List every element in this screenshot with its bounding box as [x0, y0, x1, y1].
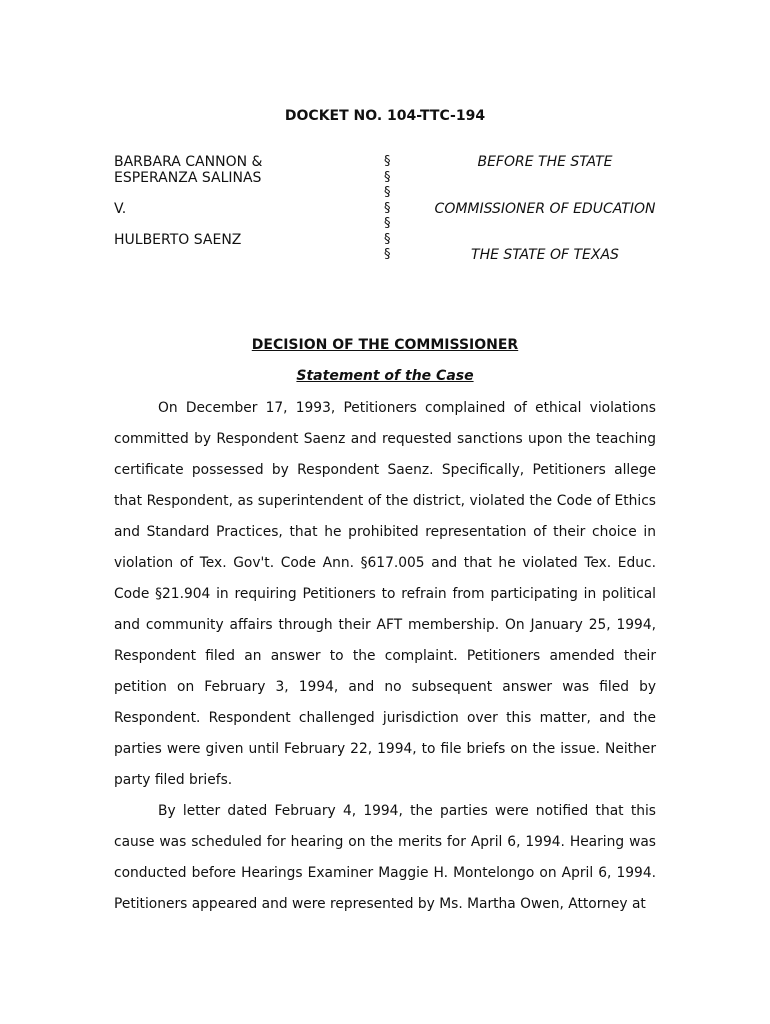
paragraph-2: By letter dated February 4, 1994, the parties were notified that this cause was scheduled for hearing on the merits for April 6, 1994. Hearing was conducted before Hearings Examiner Maggie H. Montelongo on April 6, 1994. Petitioners appeared and were represented by Ms. Martha Owen, Attorney at [114, 803, 656, 912]
section-mark: § [384, 154, 391, 169]
section-mark: § [384, 247, 391, 262]
body-text [114, 393, 656, 920]
section-marks-column [384, 154, 394, 263]
section-mark: § [384, 216, 391, 231]
forum-line-2: COMMISSIONER OF EDUCATION [434, 201, 656, 217]
section-mark: § [384, 185, 391, 200]
versus-label: V. [114, 201, 127, 217]
petitioner-name-line2: ESPERANZA SALINAS [114, 170, 262, 186]
section-mark: § [384, 231, 391, 247]
statement-heading: Statement of the Case [296, 368, 474, 384]
paragraph-1: On December 17, 1993, Petitioners complained of ethical violations committed by Respondent Saenz and requested sanctions upon the teaching certificate possessed by Respondent Saenz. Specifically, Petitioners allege that Respondent, as superintendent of the district, violated the Code of Ethics and Standard Practices, that he prohibited representation of their choice in violation of Tex. Gov't. Code Ann. §617.005 and that he violated Tex. Educ. Code §21.904 in requiring Petitioners to refrain from participating in political and community affairs through their AFT membership. On January 25, 1994, Respondent filed an answer to the complaint. Petitioners amended their petition on February 3, 1994, and no subsequent answer was filed by Respondent. Respondent challenged jurisdiction over this matter, and the parties were given until February 22, 1994, to file briefs on the issue. Neither party filed briefs. [114, 400, 656, 788]
forum-line-1: BEFORE THE STATE [477, 154, 613, 170]
petitioner-name-line1: BARBARA CANNON & [114, 154, 263, 170]
section-mark: § [384, 169, 391, 185]
decision-heading: DECISION OF THE COMMISSIONER [251, 337, 519, 353]
forum-line-3: THE STATE OF TEXAS [471, 247, 619, 263]
docket-number: DOCKET NO. 104-TTC-194 [284, 108, 486, 124]
section-mark: § [384, 200, 391, 216]
respondent-name: HULBERTO SAENZ [114, 232, 242, 248]
